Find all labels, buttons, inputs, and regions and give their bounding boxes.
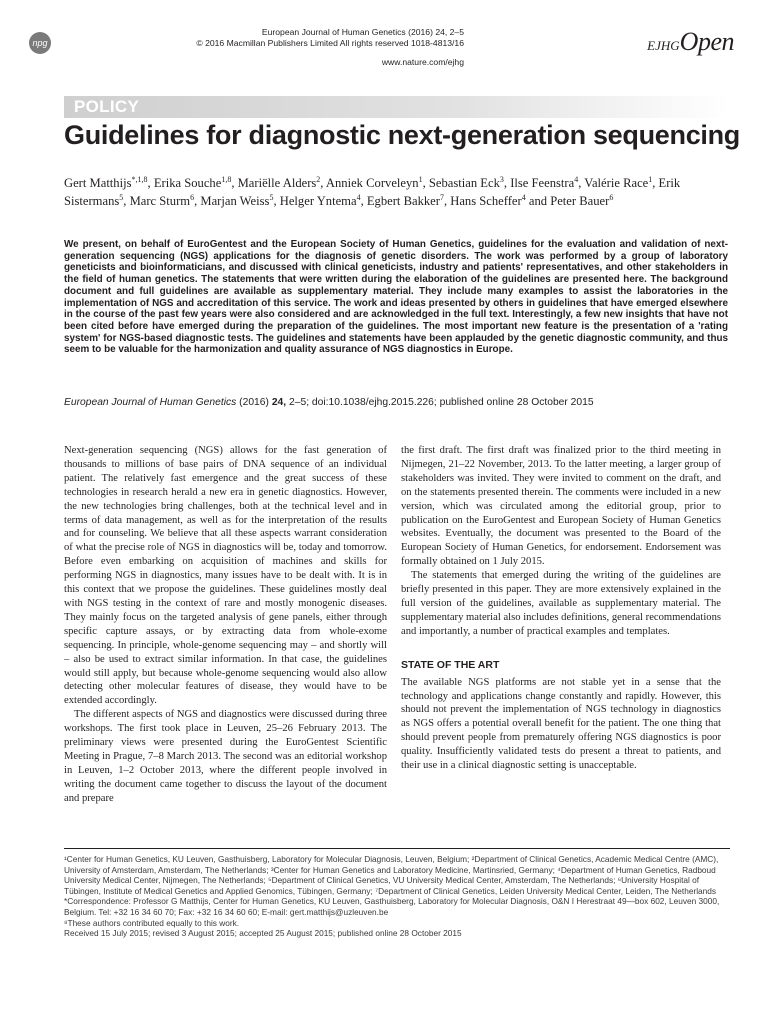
citation-volume: 24,	[271, 397, 287, 408]
author-name: Sebastian Eck$^3$	[428, 174, 504, 190]
author-affiliation-marker: 3	[499, 174, 504, 184]
citation	[64, 397, 734, 408]
footnotes	[64, 854, 732, 939]
author-name: Peter Bauer$^6$	[550, 192, 614, 208]
abstract: We present, on behalf of EuroGentest and the European Society of Human Genetics, guidelines for the evaluation and validation of next-generation sequencing (NGS) applications for the diagnosis of genetic disorders. The work was performed by a group of laboratory geneticists and bioinformaticians, and discussed with clinical geneticists, industry and patients' representatives, and other stakeholders in the field of human genetics. The statements that were written during the elaboration of the guidelines are presented here. The background document and full guidelines are available as supplementary material. They include many examples to assist the laboratories in the implementation of NGS and accreditation of this service. The work and ideas presented by others in guidelines that have emerged elsewhere in the course of the past few years were also considered and are acknowledged in the full text. Interestingly, a few new insights that have not been cited before have emerged during the preparation of the guidelines. The most important new feature is the presentation of a 'rating system' for NGS-based diagnostic tests. The guidelines and statements have been applauded by the genetic diagnostic community, and thus seem to be valuable for the harmonization and quality assurance of NGS diagnostics in Europe.	[64, 239, 728, 356]
body-column-right	[401, 444, 721, 773]
author-affiliation-marker: 4	[521, 192, 526, 202]
equal-contribution-note: ⁸These authors contributed equally to this work.	[64, 917, 240, 928]
author-name: Egbert Bakker$^7$	[366, 192, 444, 208]
footnote-divider	[64, 848, 730, 849]
section-label: POLICY	[74, 97, 140, 116]
author-affiliation-marker: 1	[418, 174, 423, 184]
article-title: Guidelines for diagnostic next-generation sequencing	[64, 120, 740, 150]
author-name: Anniek Corveleyn$^1$	[325, 174, 423, 190]
section-banner	[64, 96, 730, 118]
citation-rest: 2–5; doi:10.1038/ejhg.2015.226; published online 28 October 2015	[289, 397, 594, 408]
author-affiliation-marker: 4	[356, 192, 361, 202]
correspondence: *Correspondence: Professor G Matthijs, Center for Human Genetics, KU Leuven, Gasthuisberg, Laboratory for Molecular Diagnosis, O&N I Herestraat 49—box 602, Leuven 3000, Belgium. Tel: +32 16 34 60 70; Fax: +32 16 34 60 60; E-mail: gert.matthijs@uzleuven.be	[64, 896, 720, 917]
author-affiliation-marker: 4	[574, 174, 579, 184]
citation-year: (2016)	[239, 397, 269, 408]
author-name: Marjan Weiss$^5$	[200, 192, 274, 208]
author-name: Marc Sturm$^6$	[129, 192, 195, 208]
brand-large: Open	[679, 27, 734, 56]
author-affiliation-marker: 6	[609, 192, 614, 202]
author-affiliation-marker: 2	[316, 174, 321, 184]
affiliations: ¹Center for Human Genetics, KU Leuven, Gasthuisberg, Laboratory for Molecular Diagnosis, Leuven, Belgium; ²Department of Clinical Genetics, Academic Medical Centre (AMC), University of Amsterdam, Amsterdam, The Netherlands; ³Center for Human Genetics and Laboratory Medicine, Martinsried, Germany; ⁴Department of Human Genetics, Radboud University Medical Center, Nijmegen, The Netherlands; ⁵Department of Clinical Genetics, VU University Medical Center, Amsterdam, The Netherlands; ⁶University Hospital of Tübingen, Institute of Medical Genetics and Applied Genomics, Tübingen, Germany; ⁷Department of Clinical Genetics, Leiden University Medical Center, Leiden, The Netherlands	[64, 854, 719, 896]
author-name: Gert Matthijs$^{*,1,8}$	[64, 174, 148, 190]
paragraph: The different aspects of NGS and diagnostics were discussed during three workshops. The first took place in Leuven, 25–26 February 2013. The preliminary views were presented during the EuroGentest Scientific Meeting in Prague, 7–8 March 2013. The second was an editorial workshop in Leuven, 1–2 October 2013, where the different people involved in writing the document came together to discuss the layout of the document and prepare	[64, 709, 387, 804]
author-affiliation-marker: 1	[648, 174, 653, 184]
author-name: Erik Sistermans$^5$	[64, 176, 681, 208]
copyright-line: © 2016 Macmillan Publishers Limited All rights reserved 1018-4813/16	[196, 38, 464, 48]
ejhg-open-logo	[647, 27, 734, 57]
author-and: and	[525, 194, 551, 208]
author-name: Erika Souche$^{1,8}$	[153, 174, 232, 190]
author-name: Hans Scheffer$^4$	[450, 192, 526, 208]
journal-url[interactable]: www.nature.com/ejhg	[381, 57, 464, 67]
author-name: Helger Yntema$^4$	[279, 192, 361, 208]
author-list: Gert Matthijs$^{*,1,8}$, Erika Souche$^{1,8}$, Mariëlle Alders$^2$, Anniek Corveleyn$^1$, Sebastian Eck$^3$, Ilse Feenstra$^4$, Valérie Race$^1$, Erik Sistermans$^5$, Marc Sturm$^6$, Marjan Weiss$^5$, Helger Yntema$^4$, Egbert Bakker$^7$, Hans Scheffer$^4$ and Peter Bauer$^6$	[64, 174, 681, 208]
author-name: Valérie Race$^1$	[584, 174, 653, 190]
npg-logo	[29, 32, 51, 54]
paragraph: Next-generation sequencing (NGS) allows for the fast generation of thousands to millions of base pairs of DNA sequence of an individual patient. The relatively fast emergence and the great success of these technologies in research herald a new era in genetic diagnostics. However, the new technologies bring challenges, both at the technical level and in terms of data management, as well as for the interpretation of the results and for counseling. We believe that all these aspects warrant consideration of what the precise role of NGS in diagnostics will be, today and tomorrow. Before even embarking on acquisition of machines and skills for performing NGS in diagnostics, many issues have to be dealt with. It is in this context that we propose the guidelines. These guidelines mostly deal with NGS testing in the context of rare and mostly monogenic diseases. They mainly focus on the targeted analysis of gene panels, either through specific capture assays, or by extracting data from whole-exome sequencing. In principle, whole-genome sequencing may – and shortly will – also be used to extract similar information. In that case, the guidelines would still apply, but because whole-genome sequencing would also allow detecting other molecular features of disease, they would have to be extended accordingly.	[64, 445, 387, 707]
author-affiliation-marker: 6	[190, 192, 195, 202]
paragraph: The available NGS platforms are not stable yet in a sense that the technology and applications change constantly and rapidly. However, this should not prevent the implementation of NGS technology in diagnostics as NGS offers a potential overall benefit for the patient. The one thing that should prevent people from prematurely offering NGS diagnostics is poor quality. Insufficiently validated tests do present a threat to patients, and their use in a clinical diagnostic setting is unacceptable.	[401, 676, 721, 772]
author-name: Mariëlle Alders$^2$	[237, 174, 321, 190]
author-affiliation-marker: 1,8	[221, 174, 232, 184]
citation-journal: European Journal of Human Genetics	[64, 397, 237, 408]
paragraph: The statements that emerged during the writing of the guidelines are briefly presented in this paper. They are more extensively explained in the full version of the guidelines, available as supplementary material. The supplementary material also includes definitions, general recommendations and importantly, a number of practical examples and templates.	[401, 570, 721, 637]
author-name: Ilse Feenstra$^4$	[510, 174, 579, 190]
author-affiliation-marker: 5	[269, 192, 274, 202]
author-affiliation-marker: 5	[119, 192, 124, 202]
brand-small: EJHG	[647, 38, 680, 53]
journal-line: European Journal of Human Genetics (2016) 24, 2–5	[261, 27, 464, 37]
logo-text: npg	[32, 38, 48, 48]
section-heading: STATE OF THE ART	[401, 658, 500, 671]
paragraph: the first draft. The first draft was finalized prior to the third meeting in Nijmegen, 21–22 November, 2013. To the latter meeting, a larger group of stakeholders was invited. They were invited to comment on the draft, and on the statements presented therein. The comments were included in a new version, which was circulated among the editorial group, prior to publication on the EuroGentest and European Society of Human Genetics websites. Eventually, the document was presented to the Board of the European Society of Human Genetics, for endorsement. Endorsement was formally obtained on 1 July 2015.	[401, 445, 721, 568]
author-affiliation-marker: *,1,8	[131, 174, 148, 184]
received-dates: Received 15 July 2015; revised 3 August 2015; accepted 25 August 2015; published online 28 October 2015	[64, 928, 462, 939]
body-column-left	[64, 444, 387, 806]
author-affiliation-marker: 7	[439, 192, 444, 202]
